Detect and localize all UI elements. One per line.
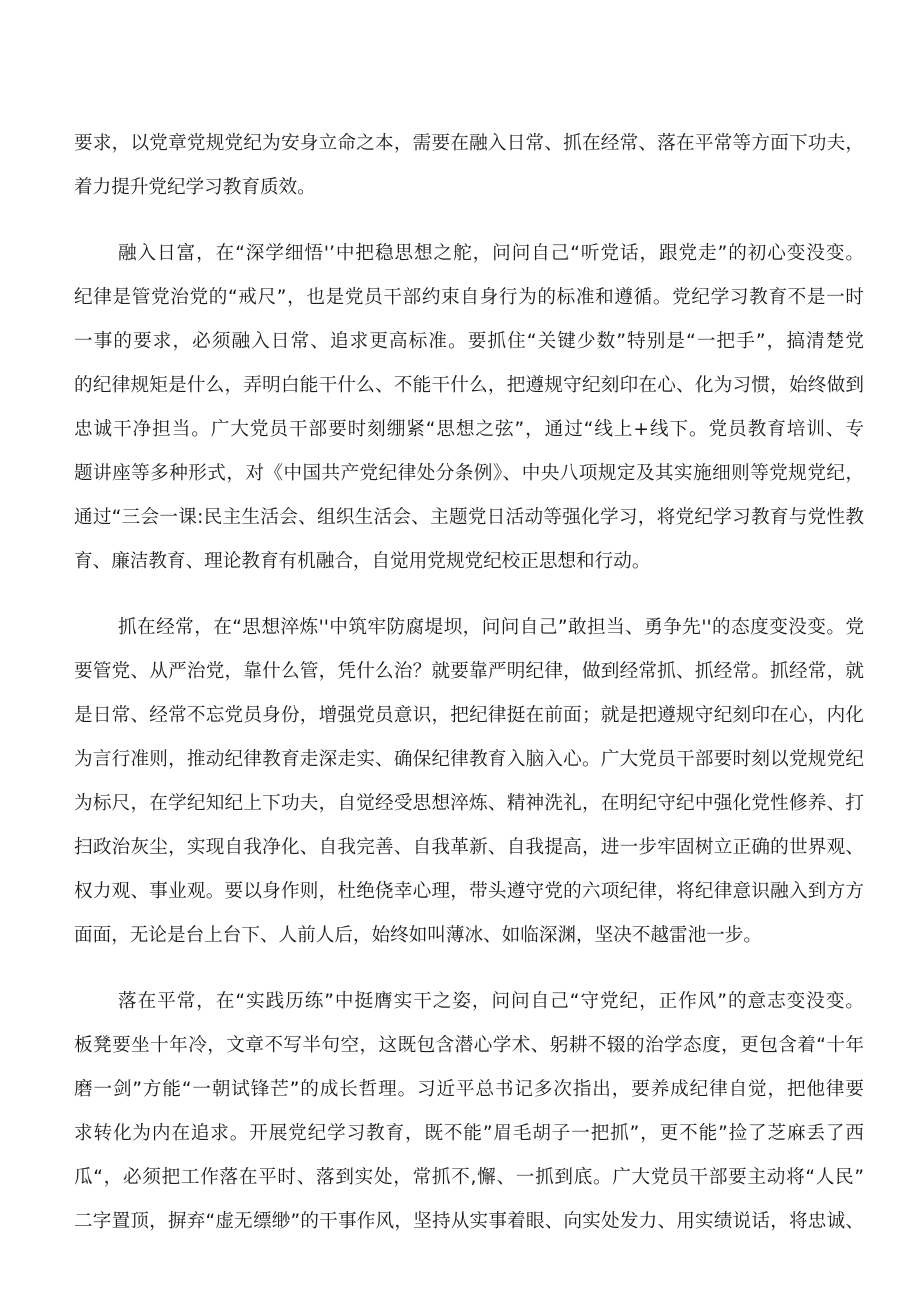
text-line: 题讲座等多种形式，对《中国共产党纪律处分条例》、中央八项规定及其实施细则等党规党纪，: [74, 463, 864, 484]
text-line: 二字置顶，摒弃“虚无缥缈”的干事作风，坚持从实事着眼、向实处发力、用实绩说话，将忠诚、: [74, 1211, 864, 1232]
paragraph-zhuazai: [74, 606, 864, 958]
paragraph-intro: [74, 122, 864, 210]
text-line: 育、廉洁教育、理论教育有机融合，自觉用党规党纪校正思想和行动。: [74, 551, 651, 572]
text-line: 忠诚干净担当。广大党员干部要时刻绷紧“思想之弦”，通过“线上+线下。党员教育培训、专: [74, 419, 864, 440]
text-line: 磨一剑”方能“一朝试锋芒”的成长哲理。习近平总书记多次指出，要养成纪律自觉，把他律要: [74, 1079, 864, 1100]
text-line: 为言行准则，推动纪律教育走深走实、确保纪律教育入脑入心。广大党员干部要时刻以党规党纪: [74, 749, 864, 770]
document-body: [74, 122, 864, 1244]
text-line: 瓜“，必须把工作落在平时、落到实处，常抓不,懈、一抓到底。广大党员干部要主动将“人民”: [74, 1167, 864, 1188]
text-line: 着力提升党纪学习教育质效。: [74, 177, 316, 198]
text-line: 是日常、经常不忘党员身份，增强党员意识，把纪律挺在前面；就是把遵规守纪刻印在心，内化: [74, 705, 864, 726]
text-line: 扫政治灰尘，实现自我净化、自我完善、自我革新、自我提高，进一步牢固树立正确的世界观、: [74, 837, 864, 858]
text-line: 求转化为内在追求。开展党纪学习教育，既不能”眉毛胡子一把抓”，更不能”捡了芝麻丢了西: [74, 1123, 864, 1144]
text-line: 要管党、从严治党，靠什么管，凭什么治？就要靠严明纪律，做到经常抓、抓经常。抓经常，就: [74, 661, 864, 682]
paragraph-rongru: [74, 232, 864, 584]
text-line: 要求，以党章党规党纪为安身立命之本，需要在融入日常、抓在经常、落在平常等方面下功夫，: [74, 133, 864, 154]
paragraph-luozai: [74, 980, 864, 1244]
text-line: 落在平常，在“实践历练”中挺膺实干之姿，问问自己“守党纪，正作风”的意志变没变。: [118, 991, 864, 1012]
text-line: 纪律是管党治党的“戒尺”，也是党员干部约束自身行为的标准和遵循。党纪学习教育不是一时: [74, 287, 864, 308]
text-line: 融入日富，在“深学细悟'’中把稳思想之舵，问问自己“听党话，跟党走”的初心变没变。: [118, 243, 865, 264]
text-line: 的纪律规矩是什么，弄明白能干什么、不能干什么，把遵规守纪刻印在心、化为习惯，始终做到: [74, 375, 864, 396]
text-line: 通过“三会一课:民主生活会、组织生活会、主题党日活动等强化学习，将党纪学习教育与党性教: [74, 507, 864, 528]
text-line: 一事的要求，必须融入日常、追求更高标准。要抓住“关键少数”特别是“一把手”，搞清楚党: [74, 331, 864, 352]
text-line: 板凳要坐十年冷，文章不写半句空，这既包含潜心学术、躬耕不辍的治学态度，更包含着“十年: [74, 1035, 864, 1056]
text-line: 权力观、事业观。要以身作则，杜绝侥幸心理，带头遵守党的六项纪律，将纪律意识融入到方方: [74, 881, 864, 902]
text-line: 面面，无论是台上台下、人前人后，始终如叫薄冰、如临深渊，坚决不越雷池一步。: [74, 925, 762, 946]
text-line: 抓在经常，在“思想淬炼''中筑牢防腐堤坝，问问自己”敢担当、勇争先''的态度变没变。党: [118, 617, 864, 638]
text-line: 为标尺，在学纪知纪上下功夫，自觉经受思想淬炼、精神洗礼，在明纪守纪中强化党性修养、打: [74, 793, 864, 814]
